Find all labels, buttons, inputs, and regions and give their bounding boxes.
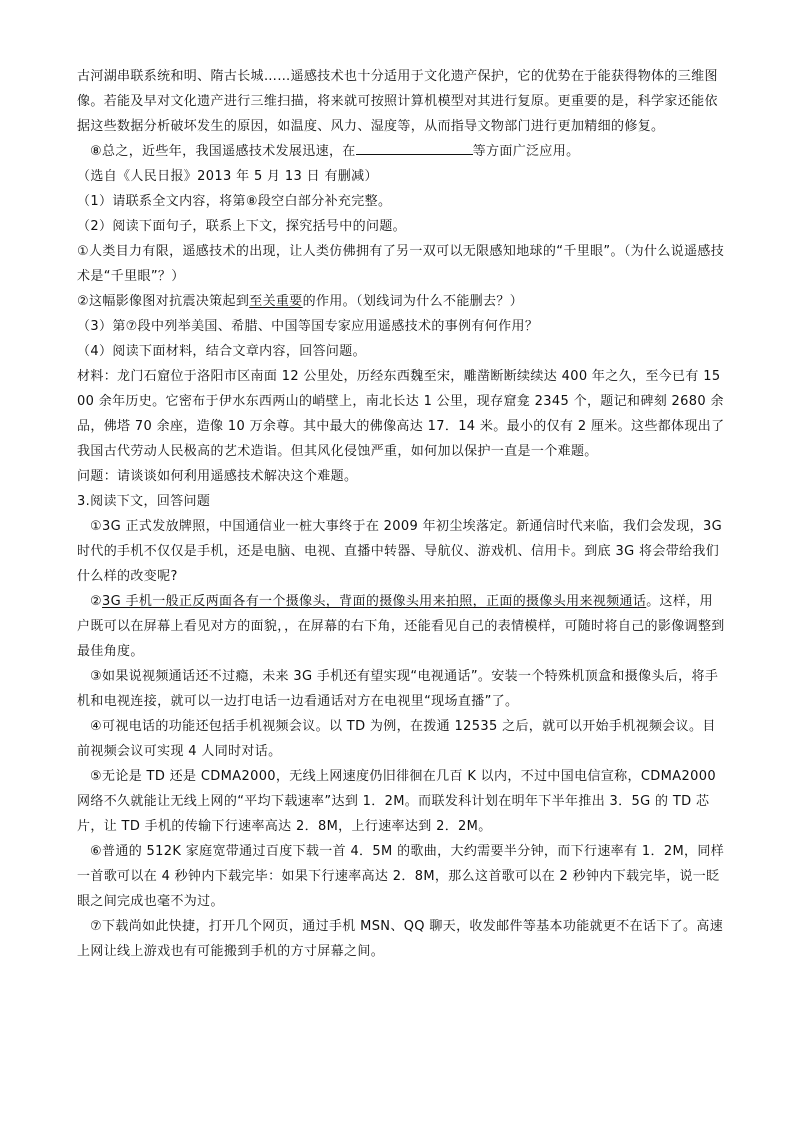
section-3-paragraph-6: ⑥普通的 512K 家庭宽带通过百度下载一首 4．5M 的歌曲，大约需要半分钟，而下行速率有 1．2M，同样一首歌可以在 4 秒钟内下载完毕：如果下行速率高达 2．8M，那么这首歌可以在 2 秒钟内下载完毕，说一眨眼之间完成也毫不为过。 (77, 844, 725, 909)
passage-paragraph-top: 古河湖串联系统和明、隋古长城……遥感技术也十分适用于文化遗产保护，它的优势在于能获得物体的三维图像。若能及早对文化遗产进行三维扫描，将来就可按照计算机模型对其进行复原。更重要的是，科学家还能依据这些数据分析破坏发生的原因，如温度、风力、湿度等，从而指导文物部门进行更加精细的修复。 (77, 69, 718, 134)
section-3-paragraph-1: ①3G 正式发放牌照，中国通信业一桩大事终于在 2009 年初尘埃落定。新通信时代来临，我们会发现，3G 时代的手机不仅仅是手机，还是电脑、电视、直播中转器、导航仪、游戏机、信用卡。到底 3G 将会带给我们什么样的改变呢? (77, 519, 723, 584)
q2-underlined-word: 至关重要 (249, 294, 303, 309)
paragraph-2-underlined-sentence: 3G 手机一般正反两面各有一个摄像头，背面的摄像头用来拍照，正面的摄像头用来视频通话 (102, 594, 647, 609)
paragraph-2-rest: 。这样，用户既可以在屏幕上看见对方的面貌，，在屏幕的右下角，还能看见自己的表情模样，可随时将自己的影像调整到最佳角度。 (77, 594, 725, 659)
section-3-paragraph-4: ④可视电话的功能还包括手机视频会议。以 TD 为例，在拨通 12535 之后，就可以开始手机视频会议。目前视频会议可实现 4 人同时对话。 (77, 719, 716, 759)
section-3-paragraph-2 (77, 589, 725, 664)
question-1: （1）请联系全文内容，将第⑧段空白部分补充完整。 (77, 194, 392, 209)
q2-item-2-start: ②这幅影像图对抗震决策起到 (77, 294, 250, 309)
q2-item-2-end: 的作用。（划线词为什么不能删去？） (302, 294, 524, 309)
source-citation: （选自《人民日报》2013 年 5 月 13 日 有删减） (77, 169, 378, 184)
document-page (77, 64, 725, 964)
question-3: （3）第⑦段中列举美国、希腊、中国等国专家应用遥感技术的事例有何作用？ (77, 319, 539, 334)
question-2-item-1: ①人类目力有限，遥感技术的出现，让人类仿佛拥有了另一双可以无限感知地球的“千里眼”。（为什么说遥感技术是“千里眼”？） (77, 244, 725, 284)
section-3-heading: 3.阅读下文，回答问题 (77, 494, 211, 509)
section-3-paragraph-3: ③如果说视频通话还不过瘾，未来 3G 手机还有望实现“电视通话”。安装一个特殊机顶盒和摄像头后，将手机和电视连接，就可以一边打电话一边看通话对方在电视里“现场直播”了。 (77, 669, 719, 709)
question-4: （4）阅读下面材料，结合文章内容，回答问题。 (77, 344, 366, 359)
question-2-item-2 (77, 289, 725, 314)
paragraph-8-start: ⑧总之，近些年，我国遥感技术发展迅速，在 (90, 144, 356, 159)
fill-in-blank (356, 142, 473, 155)
material-question: 问题：请谈谈如何利用遥感技术解决这个难题。 (77, 469, 358, 484)
paragraph-8-end: 等方面广泛应用。 (472, 144, 580, 159)
question-2: （2）阅读下面句子，联系上下文，探究括号中的问题。 (77, 219, 407, 234)
section-3-paragraph-7: ⑦下载尚如此快捷，打开几个网页，通过手机 MSN、QQ 聊天，收发邮件等基本功能就更不在话下了。高速上网让线上游戏也有可能搬到手机的方寸屏幕之间。 (77, 919, 724, 959)
section-3-paragraph-5: ⑤无论是 TD 还是 CDMA2000，无线上网速度仍旧徘徊在几百 K 以内，不过中国电信宣称，CDMA2000 网络不久就能让无线上网的“平均下载速率”达到 1．2M。而联发科计划在明年下半年推出 3．5G 的 TD 芯片，让 TD 手机的传输下行速率高达 2．8M，上行速率达到 2．2M。 (77, 769, 716, 834)
paragraph-8 (77, 139, 725, 164)
paragraph-2-mark: ② (90, 594, 103, 609)
material-paragraph: 材料：龙门石窟位于洛阳市区南面 12 公里处，历经东西魏至宋，雕凿断断续续达 400 年之久，至今已有 1500 余年历史。它密布于伊水东西两山的峭壁上，南北长达 1 公里，现存窟龛 2345 个，题记和碑刻 2680 余品，佛塔 70 余座，造像 10 万余尊。其中最大的佛像高达 17．14 米。最小的仅有 2 厘米。这些都体现出了我国古代劳动人民极高的艺术造诣。但其风化侵蚀严重，如何加以保护一直是一个难题。 (77, 369, 725, 459)
